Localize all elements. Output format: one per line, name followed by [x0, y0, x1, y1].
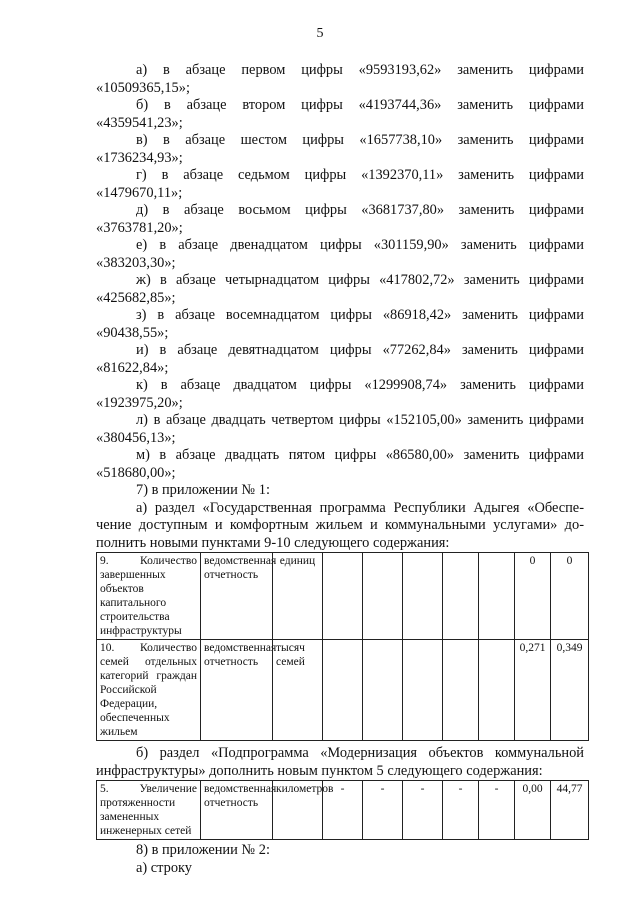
amendment-item — [96, 167, 584, 202]
empty-cell — [443, 640, 479, 741]
section-b-line: б) раздел «Подпрограмма «Модернизация объектов коммунальной — [136, 745, 584, 761]
amendment-text: д) в абзаце восьмом цифры «3681737,80» заменить цифрами — [136, 202, 584, 218]
appendix-2-heading: 8) в приложении № 2: — [136, 842, 270, 858]
section-a-line: полнить новыми пунктами 9-10 следующего содержания: — [96, 534, 450, 551]
indicator-value: 0 — [551, 553, 589, 640]
amendment-item — [96, 237, 584, 272]
amendment-text: л) в абзаце двадцать четвертом цифры «152105,00» заменить цифрами — [136, 412, 584, 428]
indicator-value: 0 — [515, 553, 551, 640]
indicator-source: ведомственная отчетность — [201, 553, 273, 640]
indicator-value: 0,00 — [515, 781, 551, 840]
amendment-item — [96, 272, 584, 307]
indicator-source: ведомственная отчетность — [201, 640, 273, 741]
empty-cell — [363, 553, 403, 640]
amendment-new-value: «3763781,20»; — [96, 219, 183, 236]
indicator-unit: тысяч семей — [273, 640, 323, 741]
indicator-unit: единиц — [273, 553, 323, 640]
dash-cell: - — [403, 781, 443, 840]
amendment-text: к) в абзаце двадцатом цифры «1299908,74» заменить цифрами — [136, 377, 584, 393]
amendment-item — [96, 307, 584, 342]
indicator-name: 10. Количество семей отдельных категорий граждан Российской Федерации, обеспеченных жильем — [97, 640, 201, 741]
table-row — [97, 640, 589, 741]
empty-cell — [403, 553, 443, 640]
amendment-new-value: «383203,30»; — [96, 254, 176, 271]
amendment-text: е) в абзаце двенадцатом цифры «301159,90» заменить цифрами — [136, 237, 584, 253]
dash-cell: - — [323, 781, 363, 840]
amendment-item — [96, 62, 584, 97]
indicators-table-1 — [96, 552, 589, 741]
indicator-source: ведомственная отчетность — [201, 781, 273, 840]
section-b-paragraph — [96, 745, 584, 780]
section-a-line: а) раздел «Государственная программа Республики Адыгея «Обеспе- — [136, 499, 584, 516]
section-a-paragraph — [96, 500, 584, 553]
amendment-new-value: «518680,00»; — [96, 464, 176, 481]
amendment-new-value: «10509365,15»; — [96, 79, 190, 96]
amendment-text: и) в абзаце девятнадцатом цифры «77262,84» заменить цифрами — [136, 342, 584, 358]
amendment-new-value: «380456,13»; — [96, 429, 176, 446]
amendment-text: ж) в абзаце четырнадцатом цифры «417802,72» заменить цифрами — [136, 272, 584, 288]
amendment-text: в) в абзаце шестом цифры «1657738,10» заменить цифрами — [136, 132, 584, 148]
amendment-text: з) в абзаце восемнадцатом цифры «86918,42» заменить цифрами — [136, 307, 584, 323]
amendment-new-value: «4359541,23»; — [96, 114, 183, 131]
amendment-text: б) в абзаце втором цифры «4193744,36» заменить цифрами — [136, 97, 584, 113]
appendix-1-heading: 7) в приложении № 1: — [136, 482, 270, 498]
empty-cell — [323, 553, 363, 640]
section-a-line: чение доступным и комфортным жильем и коммунальными услугами» до- — [96, 517, 584, 533]
document-body — [96, 62, 584, 877]
dash-cell: - — [479, 781, 515, 840]
empty-cell — [323, 640, 363, 741]
empty-cell — [443, 553, 479, 640]
indicators-table-2 — [96, 780, 589, 840]
empty-cell — [403, 640, 443, 741]
indicator-value: 0,271 — [515, 640, 551, 741]
amendment-new-value: «1736234,93»; — [96, 149, 183, 166]
amendment-text: г) в абзаце седьмом цифры «1392370,11» заменить цифрами — [136, 167, 584, 183]
empty-cell — [479, 640, 515, 741]
empty-cell — [479, 553, 515, 640]
amendment-new-value: «1479670,11»; — [96, 184, 183, 201]
amendment-text: м) в абзаце двадцать пятом цифры «86580,00» заменить цифрами — [136, 447, 584, 463]
amendment-text: а) в абзаце первом цифры «9593193,62» заменить цифрами — [136, 62, 584, 78]
amendment-item — [96, 342, 584, 377]
indicator-value: 0,349 — [551, 640, 589, 741]
section-b-line: инфраструктуры» дополнить новым пунктом 5 следующего содержания: — [96, 762, 543, 779]
amendment-list — [96, 62, 584, 482]
empty-cell — [363, 640, 403, 741]
amendment-item — [96, 97, 584, 132]
amendment-item — [96, 202, 584, 237]
amendment-item — [96, 132, 584, 167]
page-number: 5 — [316, 26, 324, 41]
indicator-name: 5. Увеличение протяженности замененных инженерных сетей — [97, 781, 201, 840]
dash-cell: - — [443, 781, 479, 840]
amendment-new-value: «90438,55»; — [96, 324, 169, 341]
dash-cell: - — [363, 781, 403, 840]
amendment-new-value: «1923975,20»; — [96, 394, 183, 411]
indicator-name: 9. Количество завершенных объектов капитального строительства инфраструктуры — [97, 553, 201, 640]
table-row — [97, 781, 589, 840]
indicator-unit: километров — [273, 781, 323, 840]
item-a-row: а) строку — [136, 859, 193, 876]
amendment-item — [96, 377, 584, 412]
amendment-new-value: «425682,85»; — [96, 289, 176, 306]
amendment-new-value: «81622,84»; — [96, 359, 169, 376]
indicator-value: 44,77 — [551, 781, 589, 840]
table-row — [97, 553, 589, 640]
amendment-item — [96, 412, 584, 447]
amendment-item — [96, 447, 584, 482]
